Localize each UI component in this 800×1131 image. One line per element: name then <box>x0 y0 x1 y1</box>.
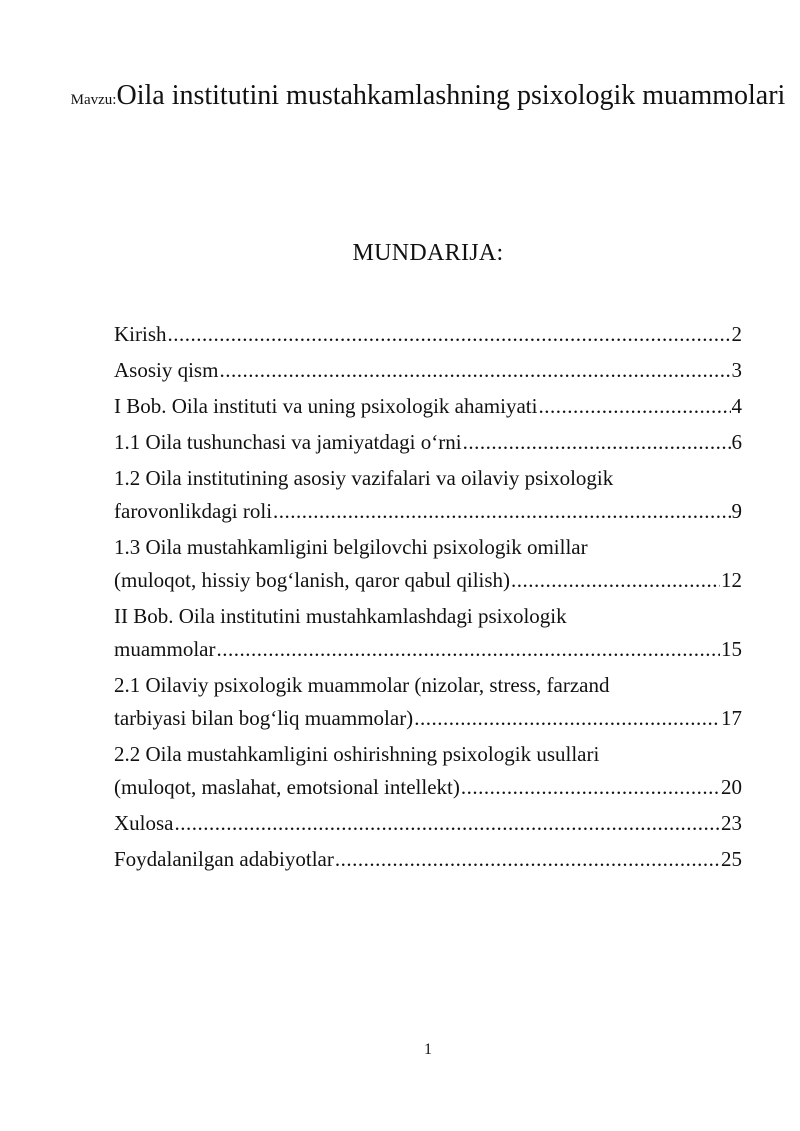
dot-leader <box>461 771 720 804</box>
toc-entry-page: 3 <box>731 358 742 382</box>
dot-leader <box>219 354 730 387</box>
toc-entry-title: Kirish <box>114 322 167 346</box>
toc-entry-title: Foydalanilgan adabiyotlar <box>114 847 334 871</box>
toc-entry-page: 15 <box>721 637 742 661</box>
toc-entry-title-line2: (muloqot, maslahat, emotsional intellekt) <box>114 775 460 799</box>
document-title <box>60 76 796 120</box>
toc-entry-page: 9 <box>731 499 742 523</box>
table-of-contents <box>114 318 742 879</box>
toc-entry <box>114 669 742 735</box>
toc-entry-title: Xulosa <box>114 811 174 835</box>
toc-entry-title-line1: 1.3 Oila mustahkamligini belgilovchi psixologik omillar <box>114 535 588 559</box>
toc-entry-title: I Bob. Oila instituti va uning psixologik ahamiyati <box>114 394 538 418</box>
toc-entry-title-line2: muammolar <box>114 637 216 661</box>
page-number: 1 <box>424 1041 432 1058</box>
toc-entry-title-line1: 2.1 Oilaviy psixologik muammolar (nizolar, stress, farzand <box>114 673 610 697</box>
dot-leader <box>273 495 730 528</box>
dot-leader <box>335 843 720 876</box>
toc-entry-title: 1.1 Oila tushunchasi va jamiyatdagi o‘rni <box>114 430 462 454</box>
toc-entry <box>114 462 742 528</box>
dot-leader <box>216 633 720 666</box>
toc-entry <box>114 390 742 423</box>
dot-leader <box>463 426 731 459</box>
toc-entry-title-line2: tarbiyasi bilan bog‘liq muammolar) <box>114 706 414 730</box>
toc-entry-page: 25 <box>721 847 742 871</box>
title-prefix: Mavzu: <box>70 92 117 108</box>
toc-entry <box>114 843 742 876</box>
toc-entry <box>114 318 742 351</box>
toc-entry-page: 20 <box>721 775 742 799</box>
toc-entry <box>114 738 742 804</box>
toc-entry-page: 2 <box>731 322 742 346</box>
toc-entry-page: 4 <box>731 394 742 418</box>
toc-entry-page: 6 <box>731 430 742 454</box>
toc-entry-title-line1: II Bob. Oila institutini mustahkamlashdagi psixologik <box>114 604 567 628</box>
toc-entry-title-line2: farovonlikdagi roli <box>114 499 273 523</box>
toc-entry-page: 17 <box>721 706 742 730</box>
toc-entry-page: 12 <box>721 568 742 592</box>
toc-entry <box>114 354 742 387</box>
title-main: Oila institutini mustahkamlashning psixologik muammolari <box>116 80 786 111</box>
toc-entry-title-line2: (muloqot, hissiy bog‘lanish, qaror qabul qilish) <box>114 568 511 592</box>
toc-entry <box>114 426 742 459</box>
toc-entry <box>114 807 742 840</box>
dot-leader <box>511 564 720 597</box>
dot-leader <box>414 702 720 735</box>
toc-entry-title-line1: 1.2 Oila institutining asosiy vazifalari va oilaviy psixologik <box>114 466 614 490</box>
toc-entry-title: Asosiy qism <box>114 358 219 382</box>
toc-entry <box>114 600 742 666</box>
dot-leader <box>538 390 730 423</box>
toc-entry <box>114 531 742 597</box>
toc-entry-page: 23 <box>721 811 742 835</box>
toc-entry-title-line1: 2.2 Oila mustahkamligini oshirishning psixologik usullari <box>114 742 600 766</box>
dot-leader <box>168 318 731 351</box>
toc-heading: MUNDARIJA: <box>352 240 504 266</box>
dot-leader <box>175 807 721 840</box>
